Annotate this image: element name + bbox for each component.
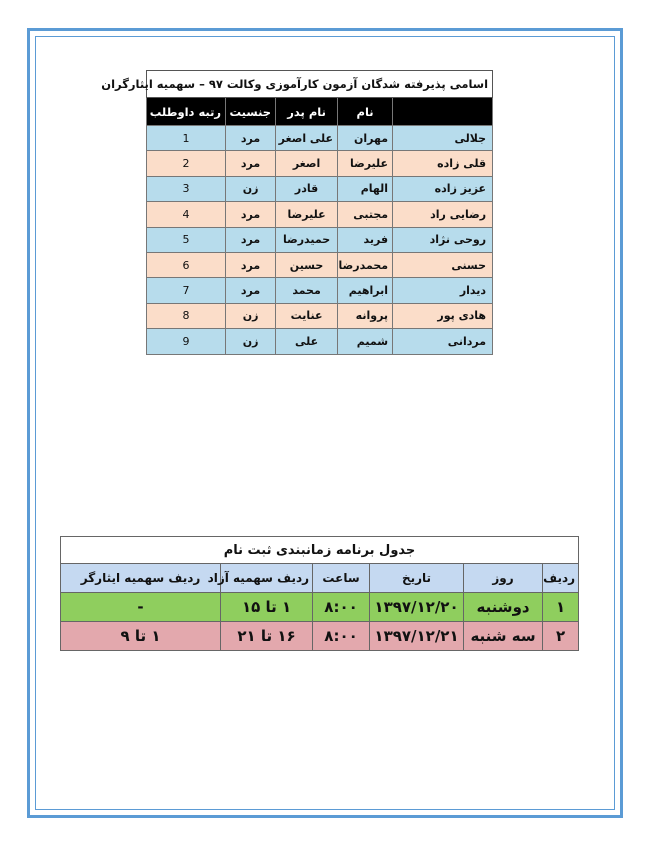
header-row-number: ردیف — [543, 564, 579, 593]
table-row — [61, 622, 579, 651]
header-gender: جنسیت — [226, 98, 276, 126]
cell-day: دوشنبه — [464, 593, 543, 622]
cell-father-name: حسین — [276, 252, 338, 277]
schedule-table — [60, 536, 579, 651]
schedule-table-header — [61, 564, 579, 593]
cell-last-name: قلی زاده — [393, 151, 493, 176]
header-father-name: نام پدر — [276, 98, 338, 126]
cell-gender: مرد — [226, 202, 276, 227]
table-row — [147, 126, 493, 151]
cell-father-name: علیرضا — [276, 202, 338, 227]
cell-free-quota: ۱ تا ۱۵ — [221, 593, 313, 622]
table-row — [147, 329, 493, 354]
cell-father-name: عنایت — [276, 303, 338, 328]
cell-row-number: ۱ — [543, 593, 579, 622]
header-day: روز — [464, 564, 543, 593]
cell-first-name: پروانه — [338, 303, 393, 328]
header-rank: رتبه داوطلب — [147, 98, 226, 126]
header-free-quota: ردیف سهمیه آزاد — [221, 564, 313, 593]
candidates-table — [101, 70, 493, 355]
cell-father-name: اصغر — [276, 151, 338, 176]
cell-father-name: قادر — [276, 176, 338, 201]
cell-rank: 6 — [147, 252, 226, 277]
cell-father-name: حمیدرضا — [276, 227, 338, 252]
cell-gender: مرد — [226, 278, 276, 303]
cell-last-name: روحی نژاد — [393, 227, 493, 252]
cell-rank: 1 — [147, 126, 226, 151]
cell-first-name: شمیم — [338, 329, 393, 354]
cell-gender: مرد — [226, 126, 276, 151]
table-row — [147, 227, 493, 252]
table-row — [147, 252, 493, 277]
cell-date: ۱۳۹۷/۱۲/۲۱ — [370, 622, 464, 651]
cell-father-name: علی اصغر — [276, 126, 338, 151]
cell-time: ۸:۰۰ — [313, 593, 370, 622]
cell-first-name: محمدرضا — [338, 252, 393, 277]
candidates-table-header — [147, 98, 493, 126]
cell-veteran-quota: - — [61, 593, 221, 622]
cell-rank: 7 — [147, 278, 226, 303]
cell-gender: مرد — [226, 151, 276, 176]
cell-row-number: ۲ — [543, 622, 579, 651]
cell-gender: زن — [226, 303, 276, 328]
table-row — [147, 303, 493, 328]
cell-date: ۱۳۹۷/۱۲/۲۰ — [370, 593, 464, 622]
schedule-table-title-row — [61, 537, 579, 564]
table-row — [61, 593, 579, 622]
cell-rank: 5 — [147, 227, 226, 252]
cell-last-name: دیدار — [393, 278, 493, 303]
cell-day: سه شنبه — [464, 622, 543, 651]
candidates-table-title: اسامی پذیرفته شدگان آزمون کارآموزی وکالت ۹۷ – سهمیه ایثارگران — [147, 71, 493, 98]
cell-last-name: مردانی — [393, 329, 493, 354]
cell-first-name: علیرضا — [338, 151, 393, 176]
header-last-name — [393, 98, 493, 126]
header-veteran-quota: ردیف سهمیه ایثارگر — [61, 564, 221, 593]
header-first-name: نام — [338, 98, 393, 126]
cell-father-name: علی — [276, 329, 338, 354]
cell-first-name: الهام — [338, 176, 393, 201]
cell-first-name: ابراهیم — [338, 278, 393, 303]
cell-rank: 2 — [147, 151, 226, 176]
cell-gender: زن — [226, 329, 276, 354]
cell-gender: زن — [226, 176, 276, 201]
cell-rank: 3 — [147, 176, 226, 201]
cell-father-name: محمد — [276, 278, 338, 303]
schedule-table-title: جدول برنامه زمانبندی ثبت نام — [61, 537, 579, 564]
candidates-table-title-row — [147, 71, 493, 98]
cell-gender: مرد — [226, 227, 276, 252]
cell-veteran-quota: ۱ تا ۹ — [61, 622, 221, 651]
header-date: تاریخ — [370, 564, 464, 593]
table-row — [147, 202, 493, 227]
header-time: ساعت — [313, 564, 370, 593]
cell-first-name: فرید — [338, 227, 393, 252]
cell-rank: 8 — [147, 303, 226, 328]
cell-last-name: هادی پور — [393, 303, 493, 328]
cell-gender: مرد — [226, 252, 276, 277]
cell-last-name: جلالی — [393, 126, 493, 151]
cell-last-name: عزیز زاده — [393, 176, 493, 201]
cell-rank: 9 — [147, 329, 226, 354]
table-row — [147, 151, 493, 176]
cell-last-name: حسنی — [393, 252, 493, 277]
cell-rank: 4 — [147, 202, 226, 227]
table-row — [147, 176, 493, 201]
cell-first-name: مهران — [338, 126, 393, 151]
table-row — [147, 278, 493, 303]
cell-first-name: مجتبی — [338, 202, 393, 227]
cell-free-quota: ۱۶ تا ۲۱ — [221, 622, 313, 651]
cell-time: ۸:۰۰ — [313, 622, 370, 651]
cell-last-name: رضایی راد — [393, 202, 493, 227]
